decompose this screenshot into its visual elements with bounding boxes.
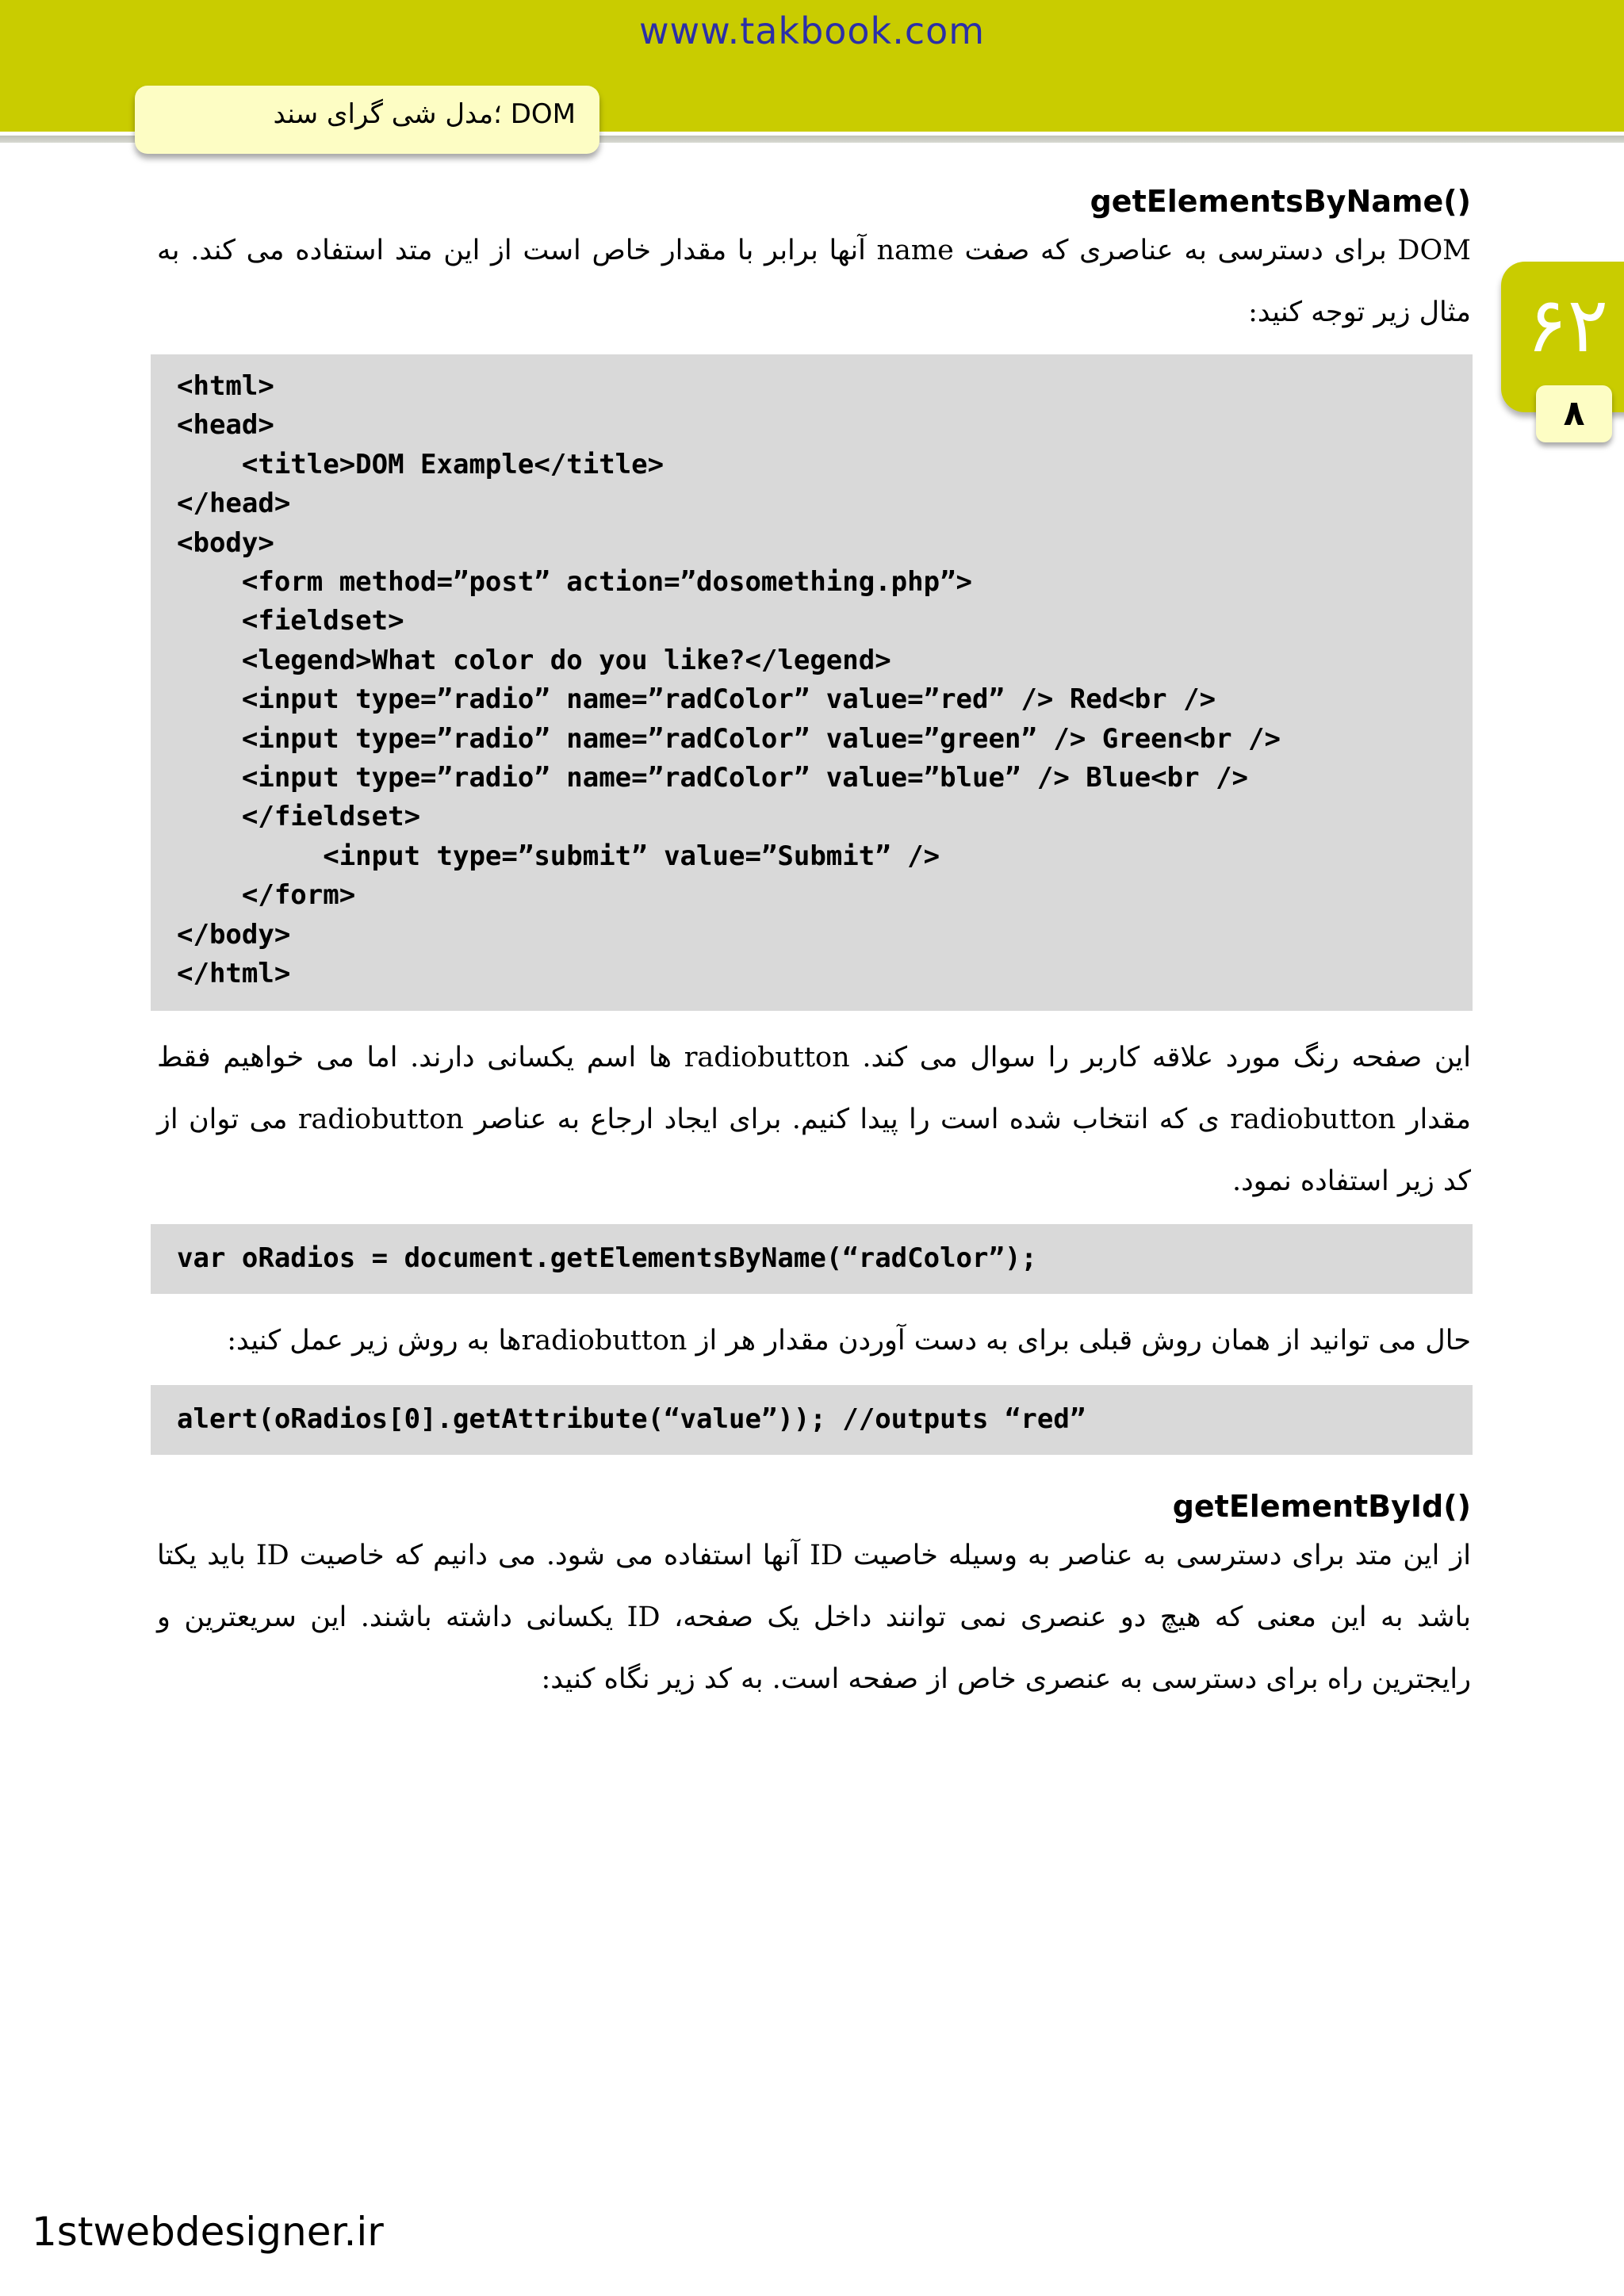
html-code-block	[151, 354, 1473, 1011]
chapter-number-badge: ۸	[1536, 385, 1612, 442]
code-line: <legend>What color do you like?</legend>	[177, 644, 891, 676]
getelementsbyname-code-block	[151, 1224, 1473, 1294]
code-line: </form>	[177, 879, 356, 912]
code-line: <body>	[177, 526, 274, 559]
section-heading-getelementsbyname: getElementsByName()	[1090, 184, 1471, 219]
explanation-paragraph: این صفحه رنگ مورد علاقه کاربر را سوال می کند. radiobutton ها اسم یکسانی دارند. اما می خواهیم فقط مقدار radiobutton ی که انتخاب شده است را پیدا کنیم. برای ایجاد ارجاع به عناصر radiobutton می توان از کد زیر استفاده نمود.	[157, 1042, 1472, 1197]
footer-site[interactable]: 1stwebdesigner.ir	[32, 2209, 384, 2255]
code-line: <input type=”radio” name=”radColor” value=”green” /> Green<br />	[177, 722, 1281, 755]
section-heading-getelementbyid: getElementById()	[1172, 1489, 1471, 1524]
page-number: ۶۲	[1526, 281, 1609, 369]
code-line: alert(oRadios[0].getAttribute(“value”)); //outputs “red”	[177, 1403, 1086, 1435]
code-line: var oRadios = document.getElementsByName(“radColor”);	[177, 1242, 1037, 1274]
code-line: <title>DOM Example</title>	[177, 448, 665, 480]
code-line: </fieldset>	[177, 801, 421, 833]
site-url[interactable]: www.takbook.com	[638, 10, 986, 52]
code-line: </html>	[177, 958, 291, 990]
chapter-title-tab: DOM ؛مدل شی گرای سند	[135, 86, 599, 154]
code-line: <head>	[177, 409, 274, 442]
code-line: <input type=”radio” name=”radColor” value=”blue” /> Blue<br />	[177, 762, 1249, 794]
code-line: <fieldset>	[177, 605, 404, 637]
code-line: <input type=”submit” value=”Submit” />	[177, 840, 940, 872]
getattribute-code-block	[151, 1385, 1473, 1455]
code-line: </body>	[177, 918, 291, 951]
getelementbyid-paragraph: از این متد برای دسترسی به عناصر به وسیله خاصیت ID آنها استفاده می شود. می دانیم که خاصیت ID باید یکتا باشد به این معنی که هیچ دو عنصری نمی توانند داخل یک صفحه، ID یکسانی داشته باشند. این سریعترین و رایجترین راه برای دسترسی به عنصری خاص از صفحه است. به کد زیر نگاه کنید:	[157, 1540, 1471, 1695]
code-line: <html>	[177, 370, 274, 402]
code-line: <form method=”post” action=”dosomething.php”>	[177, 566, 973, 599]
code-line: </head>	[177, 488, 291, 520]
radio-value-paragraph: حال می توانید از همان روش قبلی برای به دست آوردن مقدار هر از radiobuttonها به روش زیر عمل کنید:	[227, 1325, 1471, 1357]
intro-paragraph: DOM برای دسترسی به عناصری که صفت name آنها برابر با مقدار خاص است از این متد استفاده می کند. به مثال زیر توجه کنید:	[157, 235, 1471, 328]
code-line: <input type=”radio” name=”radColor” value=”red” /> Red<br />	[177, 683, 1216, 716]
